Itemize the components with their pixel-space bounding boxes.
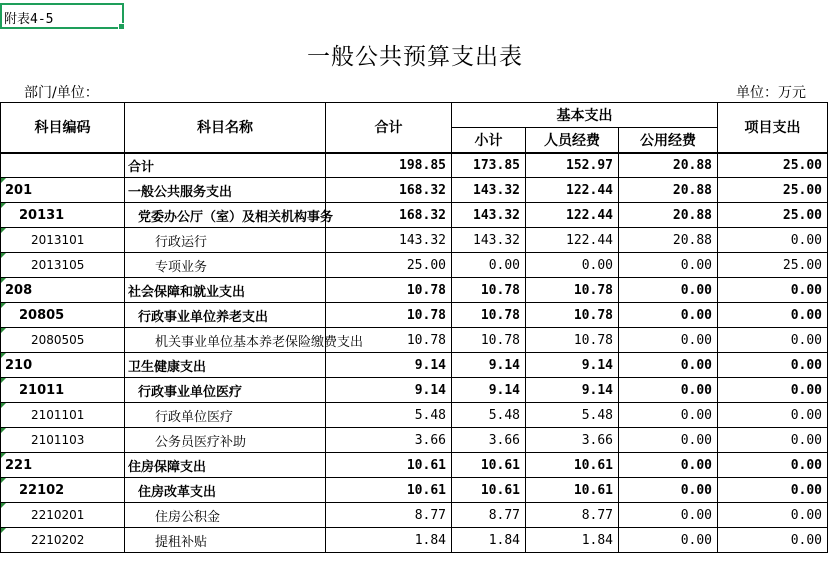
cell-subtotal[interactable]: 3.66 [452, 428, 526, 453]
table-row [1, 403, 828, 428]
table-row [1, 353, 828, 378]
unit-label: 单位：万元 [736, 85, 806, 101]
cell-project[interactable]: 0.00 [718, 353, 828, 378]
cell-code[interactable]: 20805 [1, 303, 125, 328]
cell-public[interactable]: 0.00 [619, 428, 718, 453]
cell-subtotal[interactable]: 8.77 [452, 503, 526, 528]
cell-name[interactable]: 机关事业单位基本养老保险缴费支出 [125, 328, 326, 353]
table-row [1, 478, 828, 503]
table-row [1, 503, 828, 528]
cell-name[interactable]: 行政事业单位医疗 [125, 378, 326, 403]
cell-project[interactable]: 0.00 [718, 403, 828, 428]
cell-code[interactable]: 221 [1, 453, 125, 478]
error-marker-icon [1, 278, 6, 283]
cell-project[interactable]: 0.00 [718, 303, 828, 328]
cell-subtotal[interactable]: 143.32 [452, 228, 526, 253]
cell-name[interactable]: 住房保障支出 [125, 453, 326, 478]
cell-subtotal[interactable]: 9.14 [452, 353, 526, 378]
cell-public[interactable]: 0.00 [619, 453, 718, 478]
cell-code[interactable]: 201 [1, 178, 125, 203]
cell-total[interactable]: 25.00 [326, 253, 452, 278]
header-code[interactable]: 科目编码 [1, 103, 125, 153]
cell-project[interactable]: 25.00 [718, 178, 828, 203]
table-row [1, 528, 828, 553]
cell-total[interactable]: 143.32 [326, 228, 452, 253]
budget-table [0, 102, 828, 553]
cell-code[interactable]: 210 [1, 353, 125, 378]
cell-code[interactable]: 22102 [1, 478, 125, 503]
cell-project[interactable]: 25.00 [718, 153, 828, 178]
table-row [1, 153, 828, 178]
cell-name[interactable]: 住房改革支出 [125, 478, 326, 503]
cell-code[interactable] [1, 153, 125, 178]
cell-code[interactable]: 2210201 [1, 503, 125, 528]
cell-subtotal[interactable]: 143.32 [452, 178, 526, 203]
cell-project[interactable]: 0.00 [718, 228, 828, 253]
cell-public[interactable]: 0.00 [619, 403, 718, 428]
cell-personnel[interactable]: 5.48 [526, 403, 619, 428]
cell-public[interactable]: 20.88 [619, 228, 718, 253]
cell-total[interactable]: 198.85 [326, 153, 452, 178]
table-row [1, 203, 828, 228]
dept-label: 部门/单位： [24, 85, 99, 101]
cell-personnel[interactable]: 9.14 [526, 378, 619, 403]
cell-total[interactable]: 8.77 [326, 503, 452, 528]
cell-personnel[interactable]: 1.84 [526, 528, 619, 553]
error-marker-icon [1, 378, 6, 383]
table-row [1, 253, 828, 278]
error-marker-icon [1, 503, 6, 508]
cell-subtotal[interactable]: 1.84 [452, 528, 526, 553]
error-marker-icon [1, 403, 6, 408]
cell-name[interactable]: 行政运行 [125, 228, 326, 253]
cell-personnel[interactable]: 8.77 [526, 503, 619, 528]
cell-name[interactable]: 一般公共服务支出 [125, 178, 326, 203]
cell-name[interactable]: 党委办公厅（室）及相关机构事务 [125, 203, 326, 228]
cell-personnel[interactable]: 10.78 [526, 328, 619, 353]
cell-personnel[interactable]: 122.44 [526, 228, 619, 253]
cell-subtotal[interactable]: 5.48 [452, 403, 526, 428]
cell-code[interactable]: 21011 [1, 378, 125, 403]
error-marker-icon [1, 428, 6, 433]
header-project[interactable]: 项目支出 [718, 103, 828, 153]
cell-project[interactable]: 25.00 [718, 203, 828, 228]
table-row [1, 378, 828, 403]
cell-code[interactable]: 2101101 [1, 403, 125, 428]
cell-personnel[interactable]: 0.00 [526, 253, 619, 278]
cell-code[interactable]: 2101103 [1, 428, 125, 453]
cell-name[interactable]: 专项业务 [125, 253, 326, 278]
cell-total[interactable]: 10.61 [326, 478, 452, 503]
cell-total[interactable]: 9.14 [326, 378, 452, 403]
error-marker-icon [1, 203, 6, 208]
cell-project[interactable]: 0.00 [718, 503, 828, 528]
table-row [1, 303, 828, 328]
cell-total[interactable]: 10.78 [326, 278, 452, 303]
cell-code[interactable]: 20131 [1, 203, 125, 228]
error-marker-icon [1, 253, 6, 258]
cell-name[interactable]: 行政事业单位养老支出 [125, 303, 326, 328]
cell-name[interactable]: 行政单位医疗 [125, 403, 326, 428]
error-marker-icon [1, 228, 6, 233]
cell-name[interactable]: 住房公积金 [125, 503, 326, 528]
cell-total[interactable]: 5.48 [326, 403, 452, 428]
table-row [1, 328, 828, 353]
cell-public[interactable]: 20.88 [619, 178, 718, 203]
error-marker-icon [1, 178, 6, 183]
cell-public[interactable]: 0.00 [619, 378, 718, 403]
cell-project[interactable]: 0.00 [718, 478, 828, 503]
cell-public[interactable]: 0.00 [619, 503, 718, 528]
cell-subtotal[interactable]: 10.78 [452, 328, 526, 353]
cell-personnel[interactable]: 10.61 [526, 453, 619, 478]
cell-project[interactable]: 0.00 [718, 528, 828, 553]
cell-code[interactable]: 2013101 [1, 228, 125, 253]
cell-code[interactable]: 208 [1, 278, 125, 303]
cell-public[interactable]: 20.88 [619, 153, 718, 178]
header-public[interactable]: 公用经费 [619, 128, 718, 153]
cell-project[interactable]: 0.00 [718, 453, 828, 478]
cell-subtotal[interactable]: 173.85 [452, 153, 526, 178]
cell-project[interactable]: 0.00 [718, 328, 828, 353]
cell-personnel[interactable]: 122.44 [526, 178, 619, 203]
error-marker-icon [1, 328, 6, 333]
cell-subtotal[interactable]: 9.14 [452, 378, 526, 403]
cell-code[interactable]: 2080505 [1, 328, 125, 353]
cell-name[interactable]: 提租补贴 [125, 528, 326, 553]
error-marker-icon [1, 303, 6, 308]
cell-personnel[interactable]: 10.78 [526, 303, 619, 328]
cell-personnel[interactable]: 10.78 [526, 278, 619, 303]
cell-public[interactable]: 20.88 [619, 203, 718, 228]
cell-personnel[interactable]: 10.61 [526, 478, 619, 503]
cell-total[interactable]: 3.66 [326, 428, 452, 453]
cell-public[interactable]: 0.00 [619, 303, 718, 328]
cell-code[interactable]: 2210202 [1, 528, 125, 553]
cell-project[interactable]: 0.00 [718, 278, 828, 303]
header-name[interactable]: 科目名称 [125, 103, 326, 153]
cell-subtotal[interactable]: 10.78 [452, 278, 526, 303]
cell-project[interactable]: 0.00 [718, 428, 828, 453]
cell-total[interactable]: 1.84 [326, 528, 452, 553]
cell-name[interactable]: 卫生健康支出 [125, 353, 326, 378]
cell-subtotal[interactable]: 10.61 [452, 478, 526, 503]
table-row [1, 228, 828, 253]
cell-total[interactable]: 10.78 [326, 303, 452, 328]
cell-public[interactable]: 0.00 [619, 528, 718, 553]
cell-personnel[interactable]: 152.97 [526, 153, 619, 178]
cell-total[interactable]: 10.78 [326, 328, 452, 353]
cell-total[interactable]: 168.32 [326, 203, 452, 228]
cell-project[interactable]: 25.00 [718, 253, 828, 278]
cell-subtotal[interactable]: 0.00 [452, 253, 526, 278]
table-title: 一般公共预算支出表 [307, 44, 523, 70]
table-row [1, 428, 828, 453]
cell-personnel[interactable]: 122.44 [526, 203, 619, 228]
cell-name[interactable]: 合计 [125, 153, 326, 178]
error-marker-icon [1, 453, 6, 458]
cell-public[interactable]: 0.00 [619, 278, 718, 303]
cell-name[interactable]: 公务员医疗补助 [125, 428, 326, 453]
cell-code[interactable]: 2013105 [1, 253, 125, 278]
cell-total[interactable]: 10.61 [326, 453, 452, 478]
table-row [1, 453, 828, 478]
cell-personnel[interactable]: 9.14 [526, 353, 619, 378]
cell-total[interactable]: 168.32 [326, 178, 452, 203]
cell-subtotal[interactable]: 10.61 [452, 453, 526, 478]
cell-project[interactable]: 0.00 [718, 378, 828, 403]
cell-subtotal[interactable]: 10.78 [452, 303, 526, 328]
cell-public[interactable]: 0.00 [619, 328, 718, 353]
header-subtotal[interactable]: 小计 [452, 128, 526, 153]
cell-name[interactable]: 社会保障和就业支出 [125, 278, 326, 303]
sheet-label: 附表4-5 [4, 12, 54, 27]
cell-personnel[interactable]: 3.66 [526, 428, 619, 453]
error-marker-icon [1, 353, 6, 358]
cell-total[interactable]: 9.14 [326, 353, 452, 378]
header-personnel[interactable]: 人员经费 [526, 128, 619, 153]
table-row [1, 278, 828, 303]
error-marker-icon [1, 528, 6, 533]
table-row [1, 178, 828, 203]
cell-public[interactable]: 0.00 [619, 478, 718, 503]
error-marker-icon [1, 478, 6, 483]
cell-public[interactable]: 0.00 [619, 353, 718, 378]
cell-subtotal[interactable]: 143.32 [452, 203, 526, 228]
header-basic[interactable]: 基本支出 [452, 103, 718, 128]
table-body [1, 153, 828, 553]
fill-handle[interactable] [118, 23, 125, 30]
header-total[interactable]: 合计 [326, 103, 452, 153]
cell-public[interactable]: 0.00 [619, 253, 718, 278]
